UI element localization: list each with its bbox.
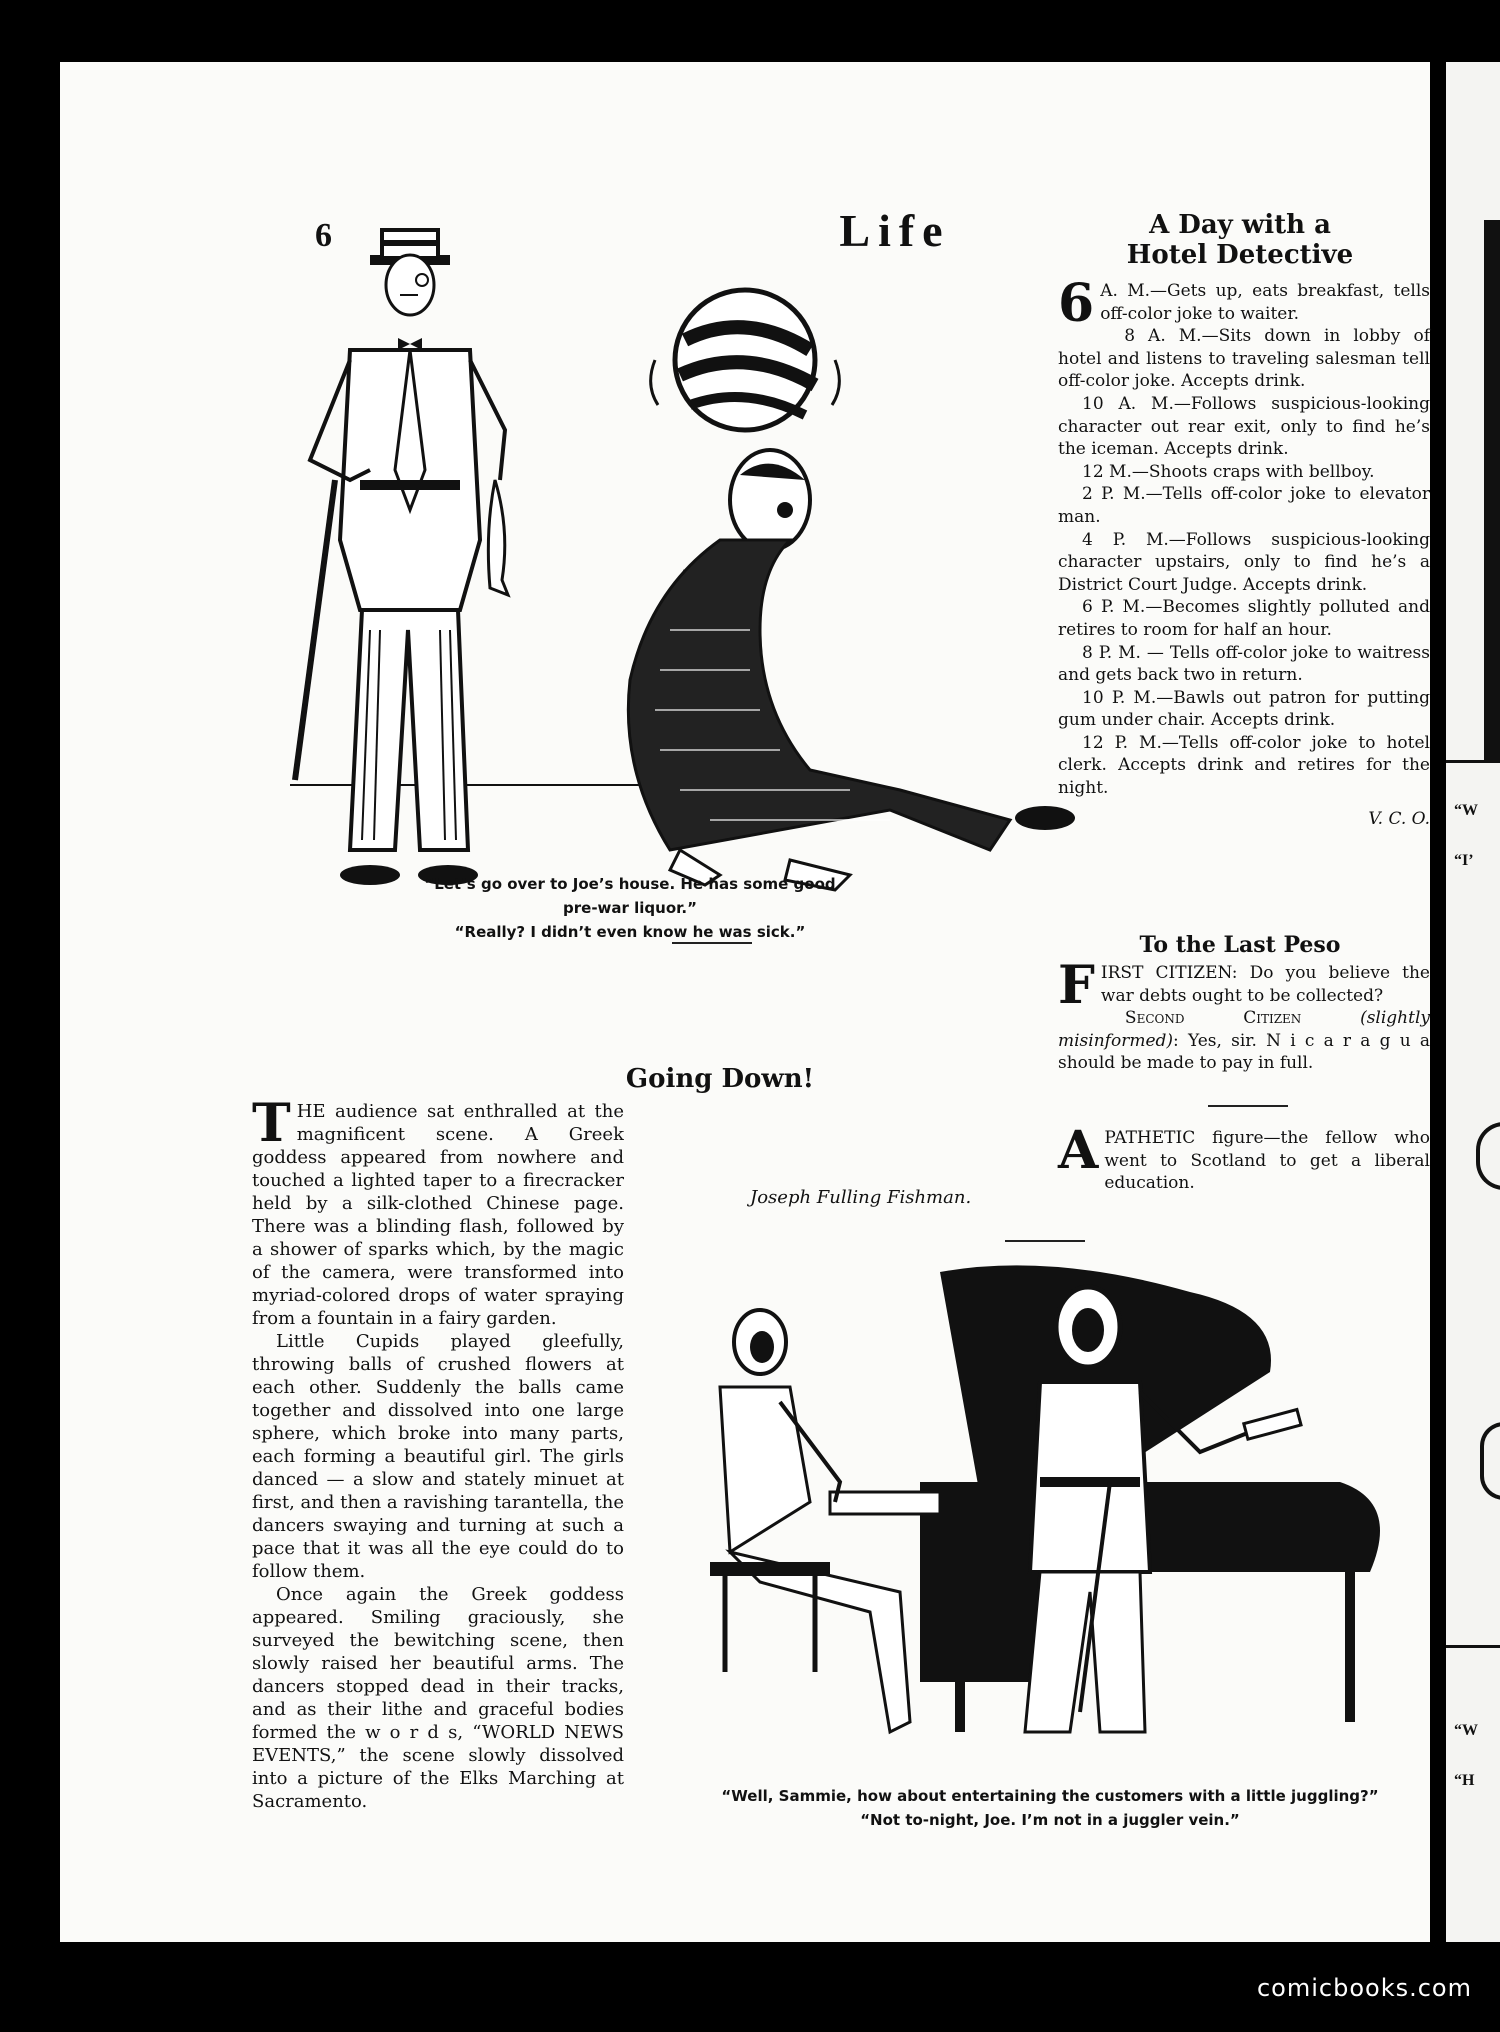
magazine-page <box>60 62 1430 1942</box>
pathetic-text: PATHETIC figure—the fellow who went to Scotland to get a liberal education. <box>1104 1128 1430 1194</box>
going-down-title <box>490 1064 950 1094</box>
going-down-para1: HE audience sat enthralled at the magnificent scene. A Greek goddess appeared from nowhere and touched a lighted taper to a firecracker held by a silk-clothed Chinese page. There was a blinding flash, followed by a shower of sparks which, by the magic of the camera, were transformed into myriad-colored drops of water spraying from a fountain in a fairy garden. <box>252 1101 624 1329</box>
detective-entry: 2 P. M.—Tells off-color joke to elevator man. <box>1058 484 1430 527</box>
pathetic-paragraph <box>1058 1120 1430 1195</box>
hotel-detective-dropcap: 6 <box>1058 273 1095 334</box>
piano-cartoon-caption <box>680 1784 1420 1832</box>
piano-caption-line1: “Well, Sammie, how about entertaining the customers with a little juggling?” <box>721 1787 1379 1805</box>
hotel-detective-lead-text: A. M.—Gets up, eats breakfast, tells off-color joke to waiter. <box>1100 281 1430 324</box>
adjacent-illustration-edge <box>1484 220 1500 760</box>
first-citizen-text: IRST CITIZEN: Do you believe the war debts ought to be collected? <box>1100 963 1430 1006</box>
adjacent-page-strip <box>1446 62 1500 1942</box>
second-citizen-label: Second Citizen <box>1124 1008 1302 1029</box>
piano-caption-line2: “Not to-night, Joe. I’m not in a juggler vein.” <box>860 1811 1240 1829</box>
adjacent-drawing-fragment <box>1476 1122 1500 1190</box>
going-down-para3: Once again the Greek goddess appeared. Smiling graciously, she surveyed the bewitching scene, then slowly raised her beautiful arms. The dancers stopped dead in their tracks, and as their lithe and graceful bodies formed the w o r d s, “WORLD NEWS EVENTS,” the scene slowly dissolved into a picture of the Elks Marching at Sacramento. <box>252 1584 624 1812</box>
detective-entry: 6 P. M.—Becomes slightly polluted and retires to room for half an hour. <box>1058 597 1430 640</box>
caption-divider <box>672 942 752 944</box>
adjacent-rule <box>1446 1645 1500 1648</box>
page-number: 6 <box>315 217 332 254</box>
going-down-dropcap: T <box>252 1100 291 1154</box>
top-caption-line3: “Really? I didn’t even know he was sick.” <box>454 923 806 941</box>
adjacent-text-fragment: “W <box>1454 802 1478 819</box>
piano-cartoon-illustration <box>670 1252 1410 1762</box>
second-citizen-text: : Yes, sir. N i c a r a g u a should be made to pay in full. <box>1058 1030 1430 1074</box>
hotel-detective-column <box>1058 273 1430 830</box>
adjacent-text-fragment: “W <box>1454 1722 1478 1739</box>
adjacent-drawing-fragment <box>1480 1422 1500 1500</box>
going-down-byline: Joseph Fulling Fishman. <box>750 1187 972 1208</box>
going-down-title-text: Going Down! <box>625 1064 815 1094</box>
last-peso-column <box>1058 955 1430 1075</box>
detective-entry: 10 P. M.—Bawls out patron for putting gum under chair. Accepts drink. <box>1058 687 1430 731</box>
detective-signature: V. C. O. <box>1368 808 1430 829</box>
adjacent-rule <box>1446 760 1500 763</box>
top-caption-line1: “Let’s go over to Joe’s house. He has some good <box>424 875 836 893</box>
top-caption-line2: pre-war liquor.” <box>563 899 697 917</box>
last-peso-title <box>1070 932 1410 958</box>
peso-divider <box>1208 1105 1288 1107</box>
adjacent-text-fragment: “I’ <box>1454 852 1474 869</box>
byline-divider <box>1005 1240 1085 1242</box>
detective-entry: 12 P. M.—Tells off-color joke to hotel clerk. Accepts drink and retires for the night. <box>1058 732 1430 799</box>
pathetic-dropcap: A <box>1058 1120 1099 1181</box>
second-citizen-aside: (slightly misinformed) <box>1058 1008 1430 1051</box>
hotel-detective-title <box>1070 210 1410 270</box>
detective-entry: 12 M.—Shoots craps with bellboy. <box>1082 461 1375 482</box>
last-peso-dropcap: F <box>1058 955 1095 1016</box>
detective-entry: 8 A. M.—Sits down in lobby of hotel and listens to traveling salesman tell off-color joke. Accepts drink. <box>1058 326 1430 392</box>
hotel-detective-title-line1: A Day with a <box>1149 210 1331 240</box>
detective-entry: 10 A. M.—Follows suspicious-looking character out rear exit, only to find he’s the iceman. Accepts drink. <box>1058 393 1430 460</box>
detective-entry: 4 P. M.—Follows suspicious-looking character upstairs, only to find he’s a District Court Judge. Accepts drink. <box>1058 529 1430 595</box>
last-peso-title-text: To the Last Peso <box>1139 932 1341 958</box>
masthead-title: Life <box>839 205 951 256</box>
hotel-detective-lead <box>1058 273 1430 334</box>
adjacent-text-fragment: “H <box>1454 1772 1475 1789</box>
detective-entry: 8 P. M. — Tells off-color joke to waitress and gets back two in return. <box>1058 642 1430 686</box>
top-cartoon-caption <box>370 872 890 944</box>
watermark: comicbooks.com <box>1256 1974 1472 2002</box>
going-down-para2: Little Cupids played gleefully, throwing balls of crushed flowers at each other. Suddenly the balls came together and dissolved into one large sphere, which broke into many parts, each forming a beautiful girl. The girls danced — a slow and stately minuet at first, and then a ravishing tarantella, the dancers swaying and turning at such a pace that it was all the eye could do to follow them. <box>252 1331 624 1582</box>
hotel-detective-title-line2: Hotel Detective <box>1126 240 1354 270</box>
going-down-column-left <box>252 1100 624 1830</box>
